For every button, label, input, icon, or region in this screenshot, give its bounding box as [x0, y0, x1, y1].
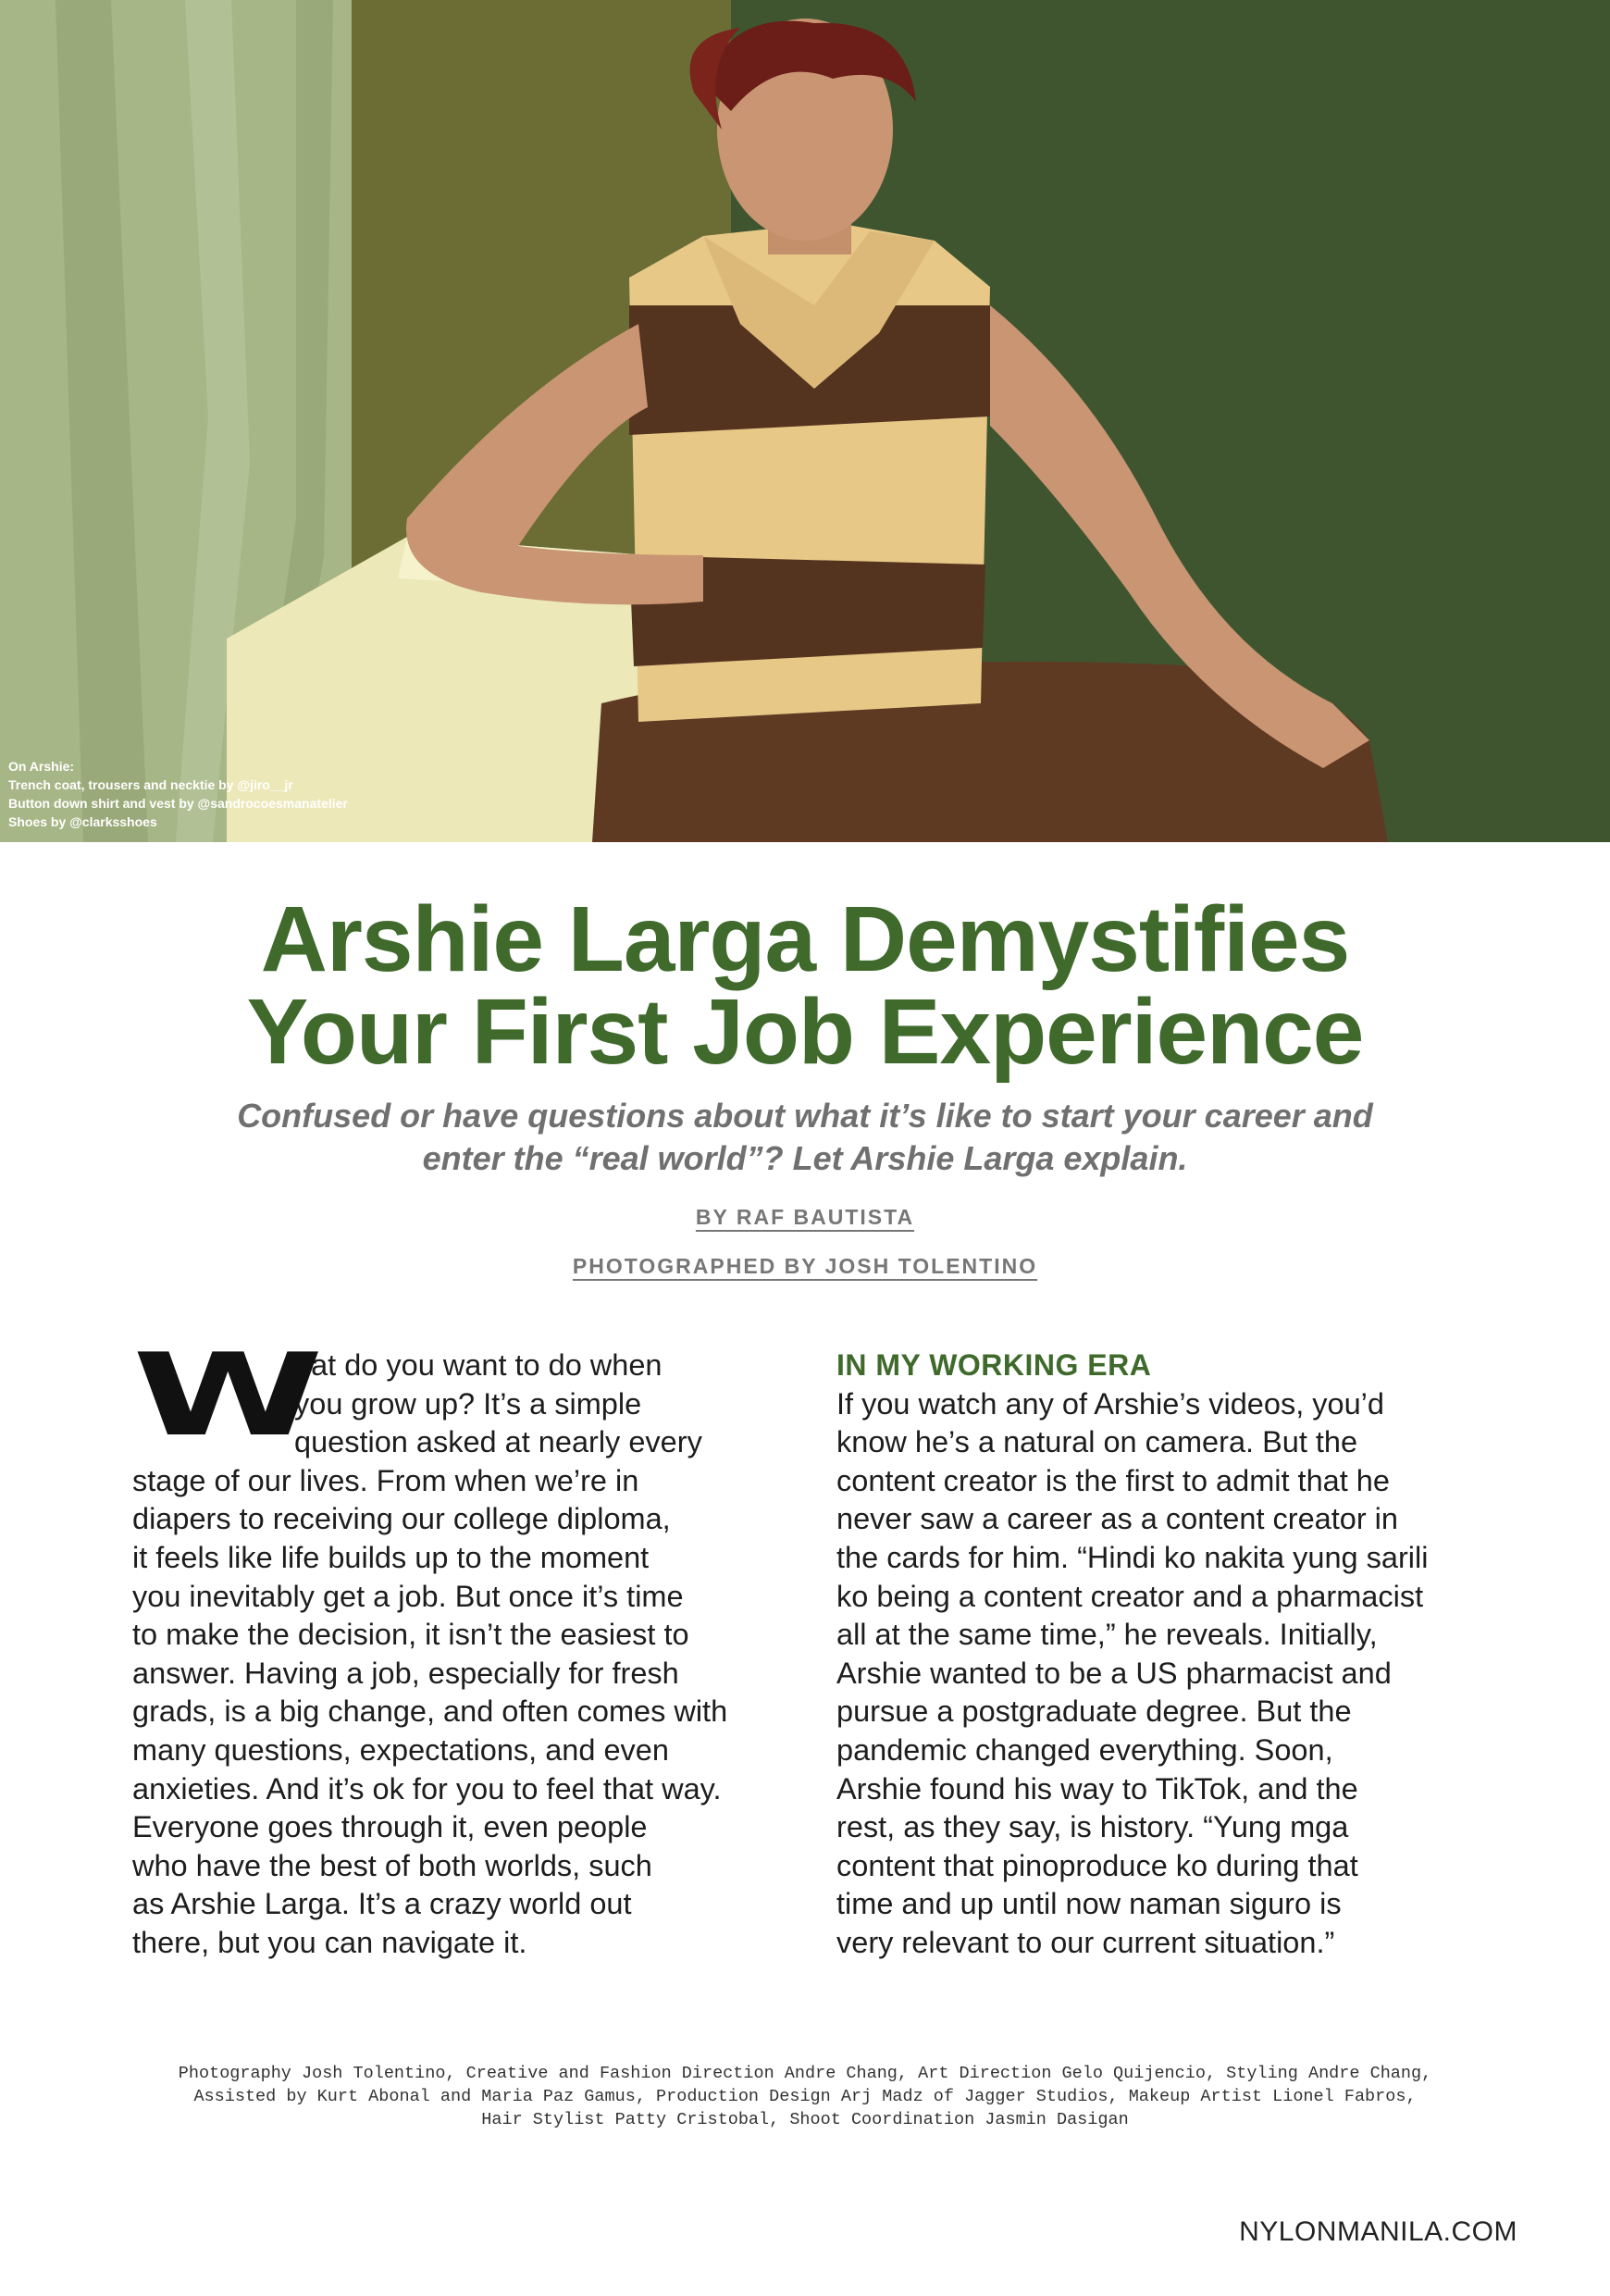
photo-credit-line: On Arshie:	[8, 759, 75, 774]
body-line: you grow up? It’s a simple	[294, 1386, 642, 1421]
body-line: content that pinoproduce ko during that	[836, 1848, 1358, 1882]
production-credits	[0, 2062, 1610, 2131]
body-line: as Arshie Larga. It’s a crazy world out	[132, 1887, 632, 1921]
body-line: never saw a career as a content creator in	[836, 1502, 1398, 1536]
body-line: grads, is a big change, and often comes with	[132, 1694, 728, 1729]
article-dek-line: enter the “real world”? Let Arshie Larga explain.	[422, 1139, 1188, 1177]
body-line: ko being a content creator and a pharmacist	[836, 1579, 1424, 1613]
body-line: many questions, expectations, and even	[132, 1732, 669, 1767]
body-line: question asked at nearly every	[294, 1425, 702, 1459]
author-byline[interactable]: BY RAF BAUTISTA	[695, 1205, 915, 1229]
body-line: it feels like life builds up to the moment	[132, 1540, 650, 1574]
body-line: all at the same time,” he reveals. Initially,	[836, 1618, 1378, 1652]
photo-credit	[8, 757, 348, 831]
body-line: there, but you can navigate it.	[132, 1925, 527, 1959]
body-line: Arshie wanted to be a US pharmacist and	[836, 1656, 1392, 1690]
article-title-line: Your First Job Experience	[246, 980, 1364, 1084]
body-line: Arshie found his way to TikTok, and the	[836, 1771, 1358, 1806]
body-line: hat do you want to do when	[294, 1348, 663, 1382]
body-column-right	[836, 1347, 1466, 1963]
photo-credit-line: Shoes by @clarksshoes	[8, 814, 157, 829]
photo-credit-line: Button down shirt and vest by @sandrocoesmanatelier	[8, 796, 348, 811]
body-line: time and up until now naman siguro is	[836, 1887, 1342, 1921]
body-line: answer. Having a job, especially for fresh	[132, 1656, 679, 1690]
section-subhead: IN MY WORKING ERA	[836, 1348, 1152, 1382]
photo-credit-line: Trench coat, trousers and necktie by @jiro__jr	[8, 777, 293, 792]
body-line: If you watch any of Arshie’s videos, you’d	[836, 1386, 1384, 1421]
body-line: know he’s a natural on camera. But the	[836, 1425, 1358, 1459]
credits-line: Assisted by Kurt Abonal and Maria Paz Gamus, Production Design Arj Madz of Jagger Studios, Makeup Artist Lionel Fabros,	[193, 2087, 1417, 2106]
body-line: diapers to receiving our college diploma,	[132, 1502, 671, 1536]
body-line: very relevant to our current situation.”	[836, 1925, 1335, 1959]
body-line: Everyone goes through it, even people	[132, 1810, 648, 1844]
body-line: to make the decision, it isn’t the easiest to	[132, 1618, 689, 1652]
article-dek-line: Confused or have questions about what it’s like to start your career and	[237, 1097, 1373, 1135]
credits-line: Hair Stylist Patty Cristobal, Shoot Coordination Jasmin Dasigan	[481, 2110, 1129, 2129]
body-line: rest, as they say, is history. “Yung mga	[836, 1810, 1349, 1844]
body-line: pandemic changed everything. Soon,	[836, 1732, 1333, 1767]
body-column-left	[132, 1329, 762, 1963]
credits-line: Photography Josh Tolentino, Creative and Fashion Direction Andre Chang, Art Direction Gelo Quijencio, Styling Andre Chang,	[178, 2064, 1432, 2083]
hero-photo	[0, 0, 1610, 842]
article-dek	[0, 1095, 1610, 1180]
photographer-byline[interactable]: PHOTOGRAPHED BY JOSH TOLENTINO	[572, 1254, 1038, 1278]
site-url[interactable]: NYLONMANILA.COM	[1239, 2216, 1517, 2247]
portrait-illustration	[0, 0, 1610, 842]
body-line: stage of our lives. From when we’re in	[132, 1463, 639, 1497]
body-line: the cards for him. “Hindi ko nakita yung sarili	[836, 1540, 1429, 1574]
body-line: who have the best of both worlds, such	[132, 1848, 652, 1882]
article-title-line: Arshie Larga Demystifies	[260, 887, 1350, 991]
body-line: you inevitably get a job. But once it’s time	[132, 1579, 684, 1613]
body-line: anxieties. And it’s ok for you to feel that way.	[132, 1771, 722, 1806]
body-line: content creator is the first to admit that he	[836, 1463, 1390, 1497]
body-line: pursue a postgraduate degree. But the	[836, 1694, 1352, 1729]
drop-cap: W	[132, 1329, 319, 1462]
article-title	[0, 887, 1610, 1084]
